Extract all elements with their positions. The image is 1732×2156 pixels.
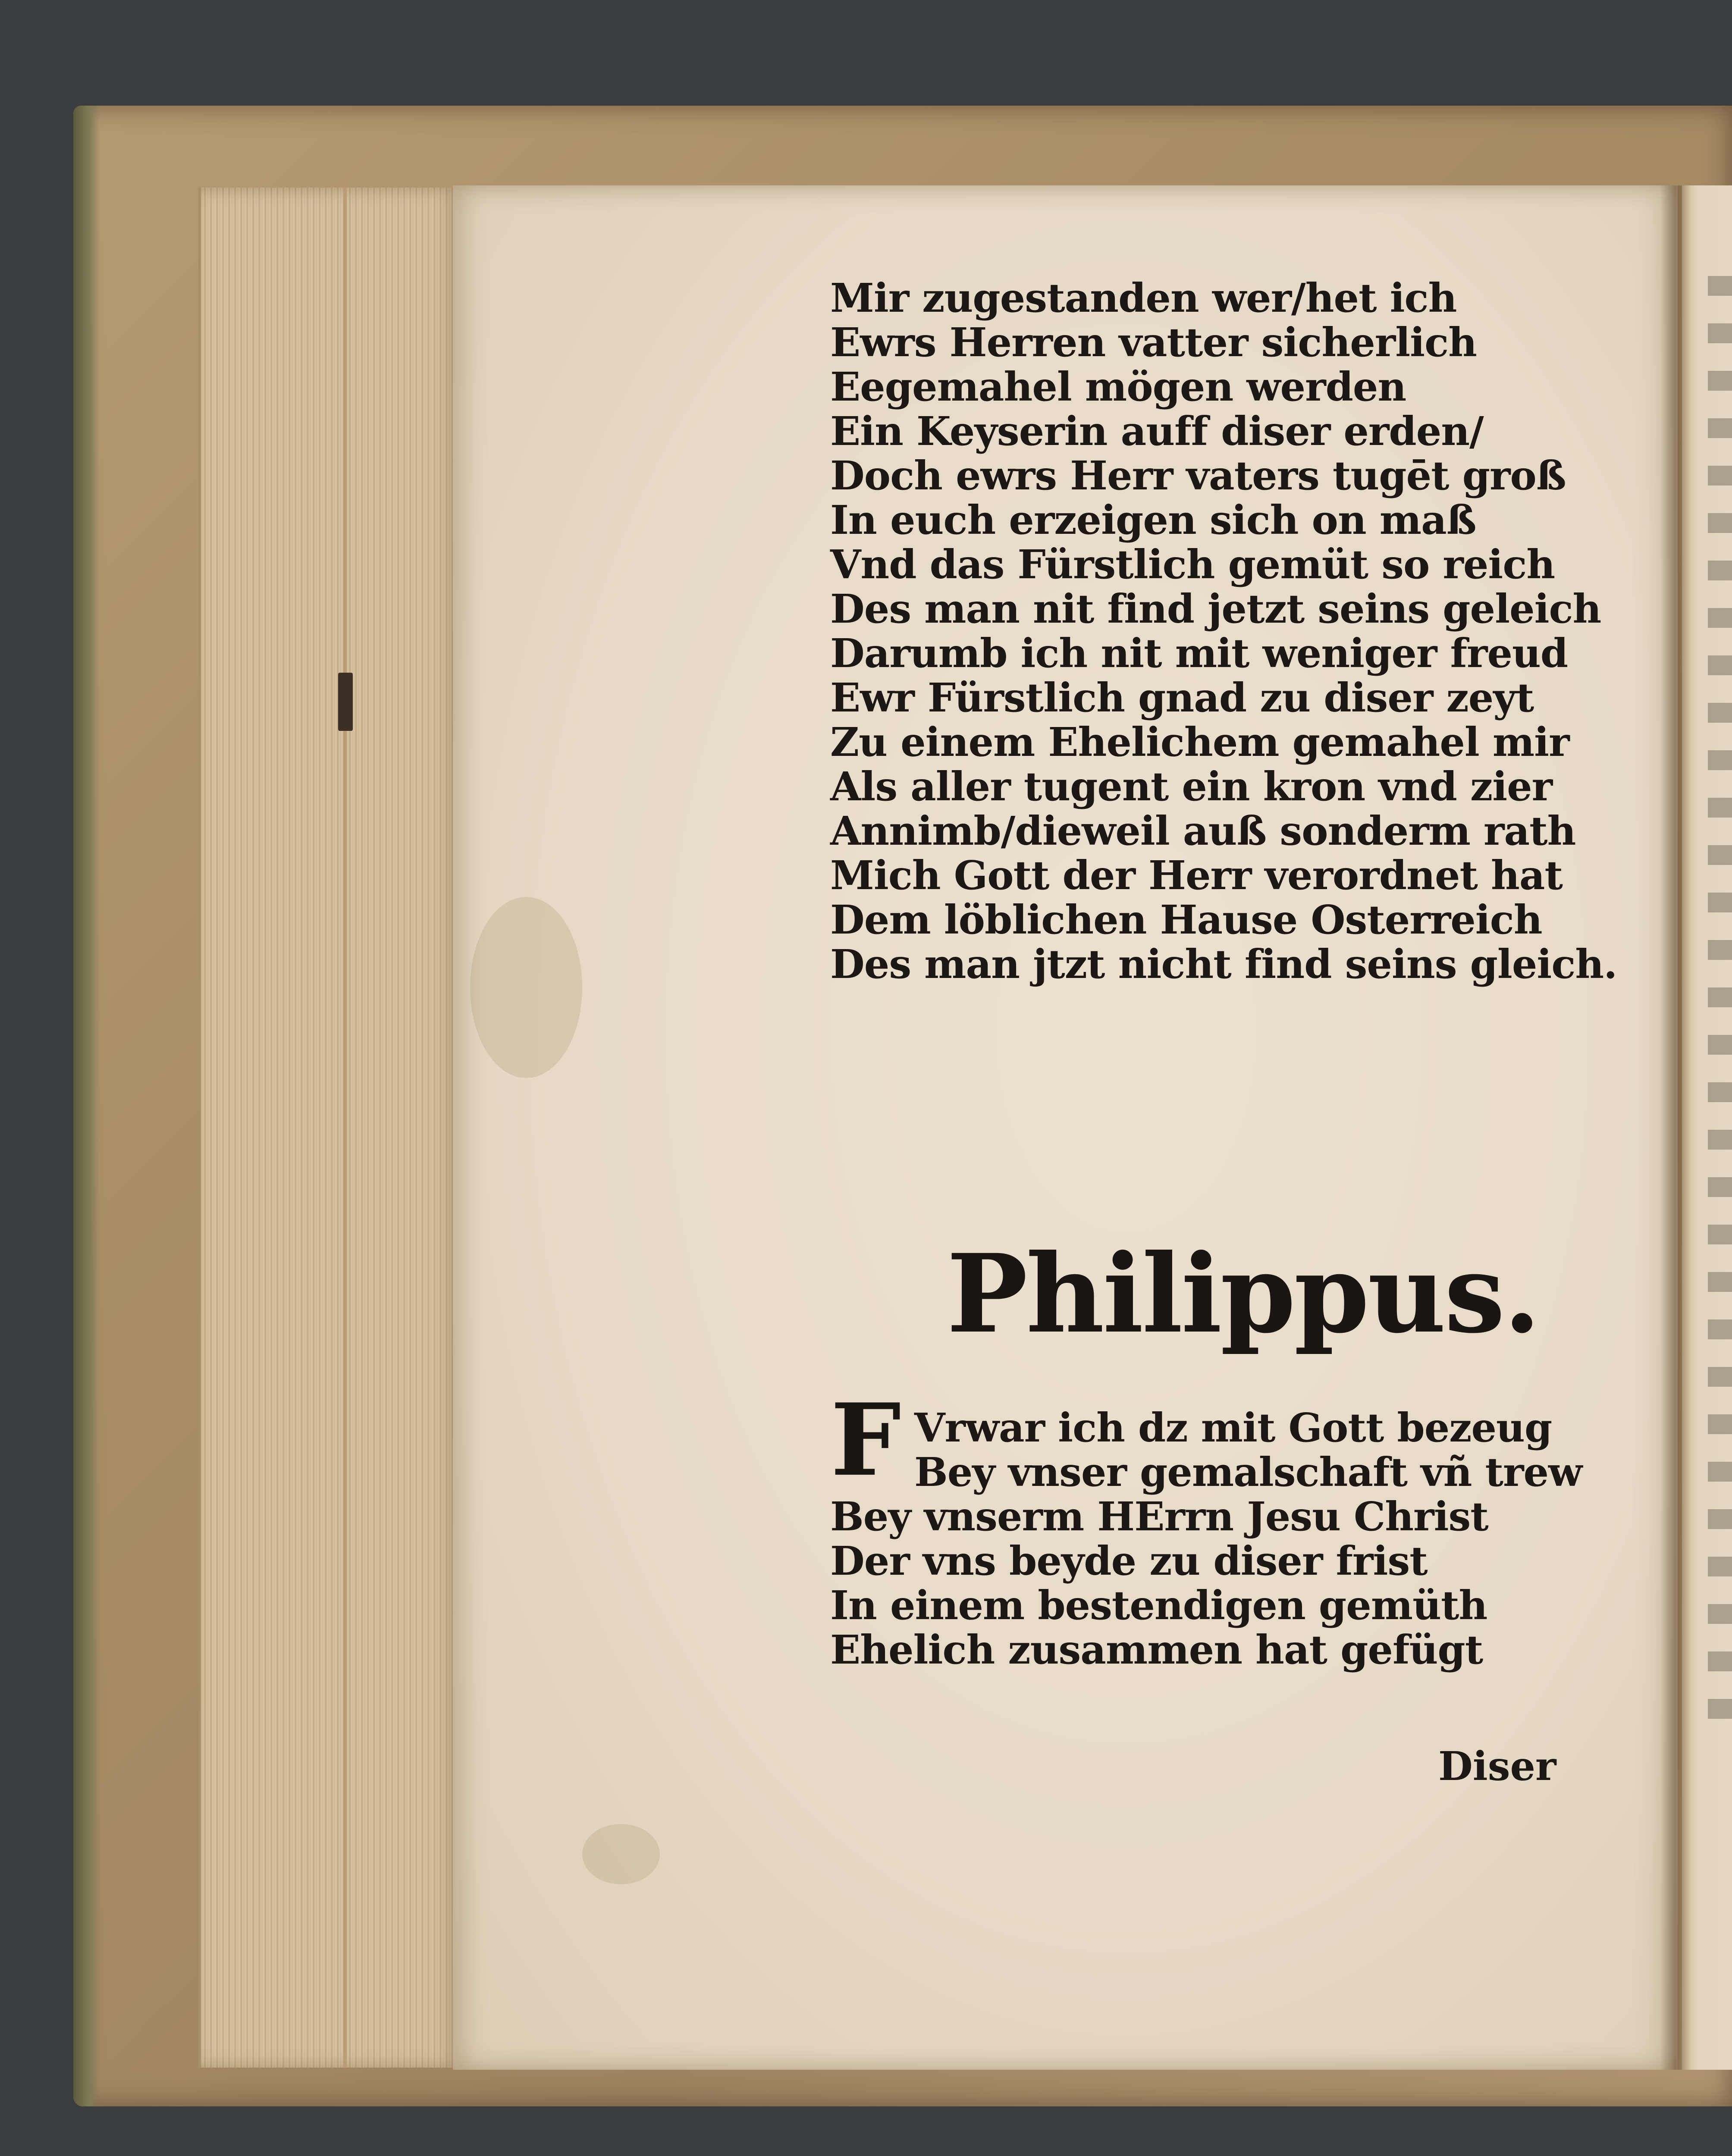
page-marker-tab [338,673,353,731]
gutter-shadow [1660,185,1691,2070]
verse-line: Mich Gott der Herr verordnet hat [830,852,1563,899]
verse-line: Vrwar ich dz mit Gott bezeug [914,1404,1552,1451]
initial-letter: F [831,1386,901,1490]
verse-line: Ein Keyserin auff diser erden/ [830,408,1484,454]
verse-line: Ewrs Herren vatter sicherlich [830,319,1477,366]
verse-line: Ehelich zusammen hat gefügt [830,1626,1483,1673]
page-stain [470,897,582,1078]
verse-line: Mir zugestanden wer/het ich [830,275,1457,321]
closing-verse-lines [830,1495,1488,1672]
verse-line: Des man jtzt nicht find seins gleich. [830,941,1617,987]
page-stain [582,1824,660,1884]
indented-verse-lines [914,1406,1582,1495]
verse-line: Ewr Fürstlich gnad zu diser zeyt [830,674,1534,721]
verse-line: Vnd das Fürstlich gemüt so reich [830,541,1555,588]
verse-line: In einem bestendigen gemüth [830,1582,1487,1629]
speaker-heading: Philippus. [947,1230,1539,1357]
verse-block [830,275,1617,987]
verse-line: Annimb/dieweil auß sonderm rath [830,808,1576,854]
verse-line: Bey vnserm HErrn Jesu Christ [830,1493,1488,1540]
verse-line: Des man nit find jetzt seins geleich [830,586,1601,632]
verse-line: In euch erzeigen sich on maß [830,497,1476,543]
catchword: Diser [1438,1743,1556,1789]
verse-line: Als aller tugent ein kron vnd zier [830,763,1553,810]
verse-line: Eegemahel mögen werden [830,364,1406,410]
verse-lines [830,275,1617,987]
verse-line: Dem löblichen Hause Osterreich [830,896,1542,943]
verse-line: Bey vnser gemalschaft vñ trew [914,1449,1582,1495]
page-block-edges [198,188,460,2068]
verse-line: Der vns beyde zu diser frist [830,1538,1428,1584]
page-edge-seam [343,188,347,2068]
facing-page-text-bleed [1708,276,1732,1742]
verse-line: Zu einem Ehelichem gemahel mir [830,719,1569,765]
book-spine-edge [73,106,99,2106]
verse-line: Doch ewrs Herr vaters tugēt groß [830,452,1566,499]
verse-line: Darumb ich nit mit weniger freud [830,630,1568,677]
decorated-initial [827,1386,918,1490]
